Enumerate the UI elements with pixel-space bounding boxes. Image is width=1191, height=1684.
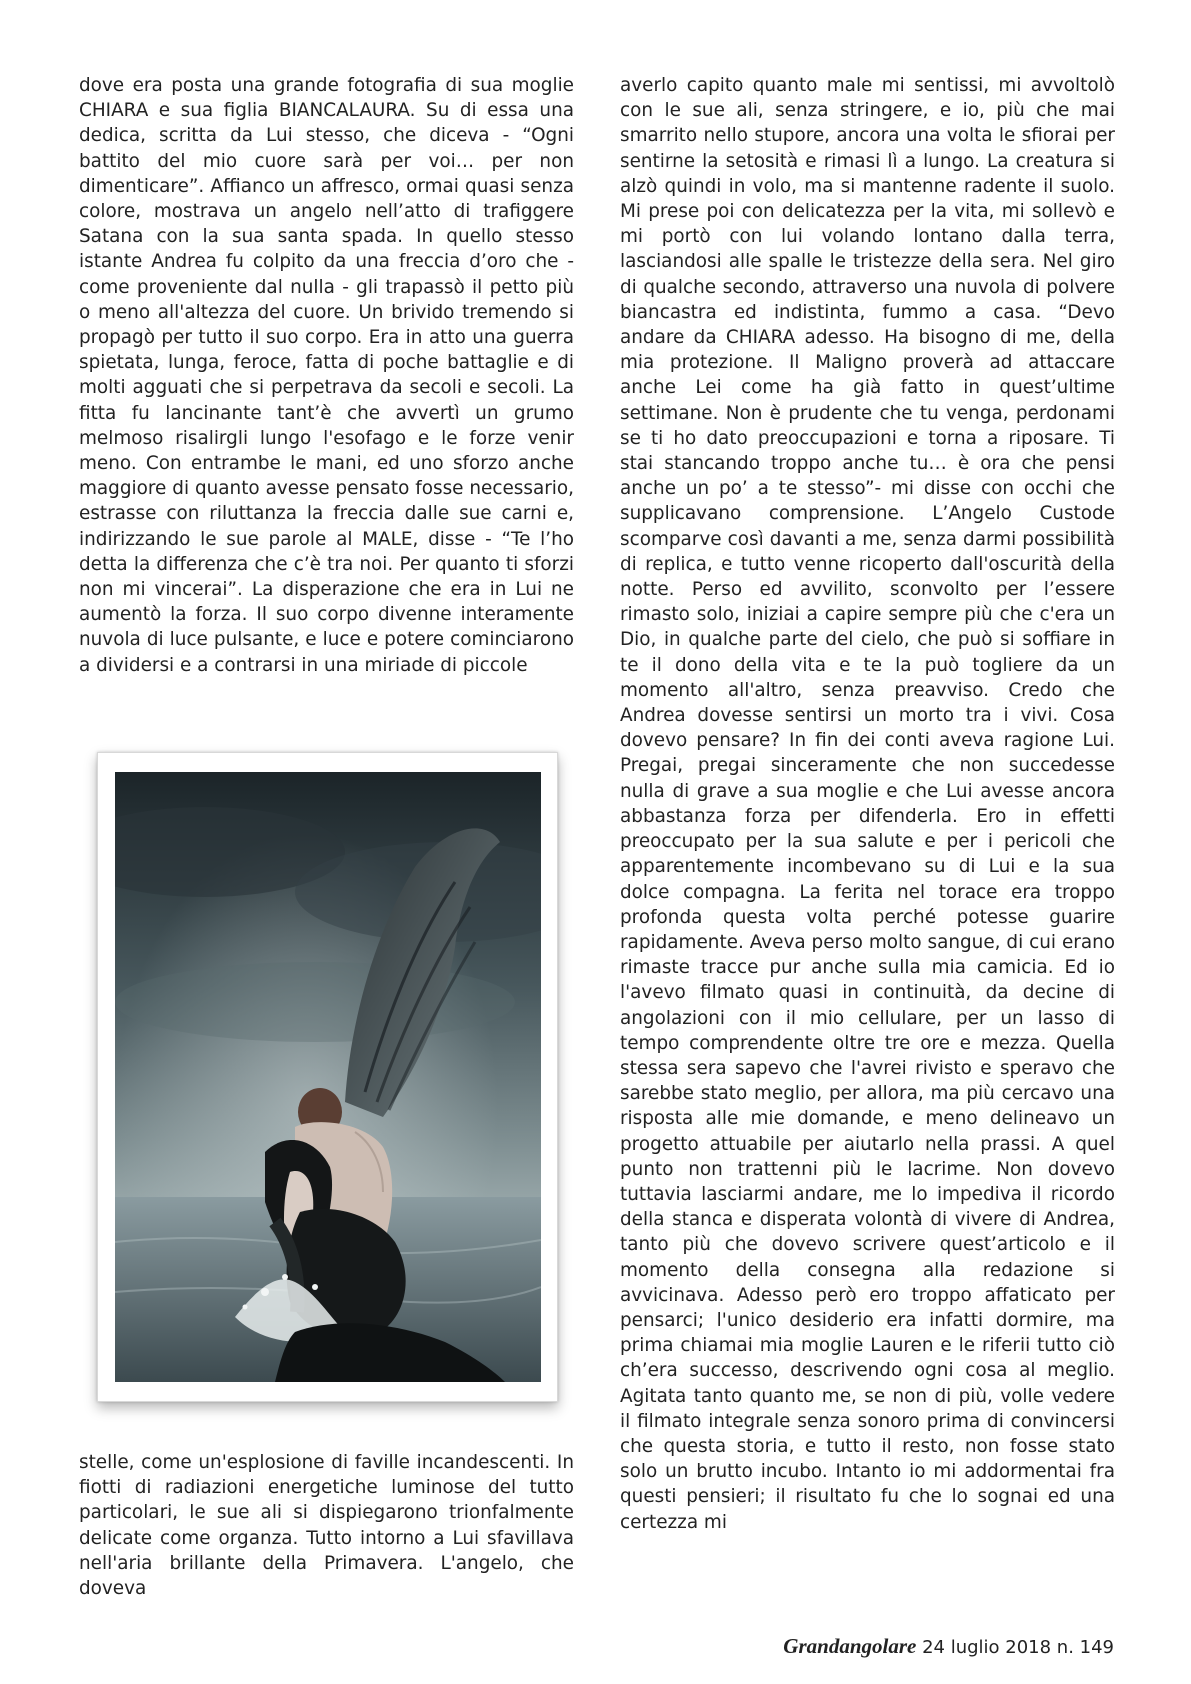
- paragraph-left-bottom: stelle, come un'esplosione di faville incandescenti. In fiotti di radiazioni energetiche luminose del tutto particolari, le sue ali si dispiegarono trionfalmente delicate come organza. Tutto intorno a Lui sfavillava nell'aria brillante della Primavera. L'angelo, che doveva: [79, 1452, 574, 1600]
- issue-date: 24 luglio 2018 n. 149: [922, 1637, 1114, 1658]
- angel-embrace-photo: [115, 772, 541, 1382]
- article-column-left-bottom: [79, 1450, 574, 1601]
- page-footer: [783, 1634, 1114, 1660]
- article-column-right: [620, 73, 1115, 1535]
- photo-frame: [97, 752, 558, 1402]
- paragraph-right: averlo capito quanto male mi sentissi, mi avvoltolò con le sue ali, senza stringere, e io, più che mai smarrito nello stupore, ancora una volta le sfiorai per sentirne la setosità e rimasi lì a lungo. La creatura si alzò quindi in volo, ma si mantenne radente il suolo. Mi prese poi con delicatezza per la vita, mi sollevò e mi portò con lui volando lontano dalla terra, lasciandosi alle spalle le tristezze della sera. Nel giro di qualche secondo, attraverso una nuvola di polvere biancastra ed indistinta, fummo a casa. “Devo andare da CHIARA adesso. Ha bisogno di me, della mia protezione. Il Maligno proverà ad attaccare anche Lei come ha già fatto in quest’ultime settimane. Non è prudente che tu venga, perdonami se ti ho dato preoccupazioni e torna a riposare. Ti stai stancando troppo anche tu… è ora che pensi anche un po’ a te stesso”- mi disse con occhi che supplicavano comprensione. L’Angelo Custode scomparve così davanti a me, senza darmi possibilità di replica, e tutto venne ricoperto dall'oscurità della notte. Perso ed avvilito, sconvolto per l’essere rimasto solo, iniziai a capire sempre più che c'era un Dio, in qualche parte del cielo, che può si soffiare in te il dono della vita e te la può togliere da un momento all'altro, senza preavviso. Credo che Andrea dovesse sentirsi un morto tra i vivi. Cosa dovevo pensare? In fin dei conti aveva ragione Lui. Pregai, pregai sinceramente che non succedesse nulla di grave a sua moglie e che Lui avesse ancora abbastanza forza per difenderla. Ero in effetti preoccupato per la sua salute e per i pericoli che apparentemente incombevano su di Lui e la sua dolce compagna. La ferita nel torace era troppo profonda questa volta perché potesse guarire rapidamente. Aveva perso molto sangue, di cui erano rimaste tracce pur anche sulla mia camicia. Ed io l'avevo filmato quasi in continuità, da decine di angolazioni con il mio cellulare, per un lasso di tempo comprendente oltre tre ore e mezza. Quella stessa sera sapevo che l'avrei rivisto e speravo che sarebbe stato meglio, per allora, ma più cercavo una risposta alle mie domande, e meno delineavo un progetto attuabile per aiutarlo nella prassi. A quel punto non trattenni più le lacrime. Non dovevo tuttavia lasciarmi andare, me lo impediva il ricordo della stanca e disperata volontà di vivere di Andrea, tanto più che dovevo scrivere quest’articolo e il momento della consegna alla redazione si avvicinava. Adesso però ero troppo affaticato per pensarci; l'unico desiderio era infatti dormire, ma prima chiamai mia moglie Lauren e le riferii tutto ciò ch’era successo, descrivendo ogni cosa al meglio. Agitata tanto quanto me, se non di più, volle vedere il filmato integrale senza sonoro prima di convincersi che questa storia, e tutto il resto, non fosse stato solo un brutto incubo. Intanto io mi addormentai fra questi pensieri; il risultato fu che lo sognai ed una certezza mi: [620, 75, 1115, 1533]
- paragraph-left-top: dove era posta una grande fotografia di sua moglie CHIARA e sua figlia BIANCALAURA. Su di essa una dedica, scritta da Lui stesso, che diceva - “Ogni battito del mio cuore sarà per voi… per non dimenticare”. Affianco un affresco, ormai quasi senza colore, mostrava un angelo nell’atto di trafiggere Satana con la sua santa spada. In quello stesso istante Andrea fu colpito da una freccia d’oro che - come proveniente dal nulla - gli trapassò il petto più o meno all'altezza del cuore. Un brivido tremendo si propagò per tutto il suo corpo. Era in atto una guerra spietata, lunga, feroce, fatta di poche battaglie e di molti agguati che si perpetrava da secoli e secoli. La fitta fu lancinante tant’è che avvertì un grumo melmoso risalirgli lungo l'esofago e le forze venir meno. Con entrambe le mani, ed uno sforzo anche maggiore di quanto avesse pensato fosse necessario, estrasse con riluttanza la freccia dalle sue carni e, indirizzando le sue parole al MALE, disse - “Te l’ho detta la differenza che c’è tra noi. Per quanto ti sforzi non mi vincerai”. La disperazione che era in Lui ne aumentò la forza. Il suo corpo divenne interamente nuvola di luce pulsante, e luce e potere cominciarono a dividersi e a contrarsi in una miriade di piccole: [79, 75, 574, 676]
- magazine-name: Grandangolare: [783, 1634, 917, 1658]
- article-column-left-top: [79, 73, 574, 678]
